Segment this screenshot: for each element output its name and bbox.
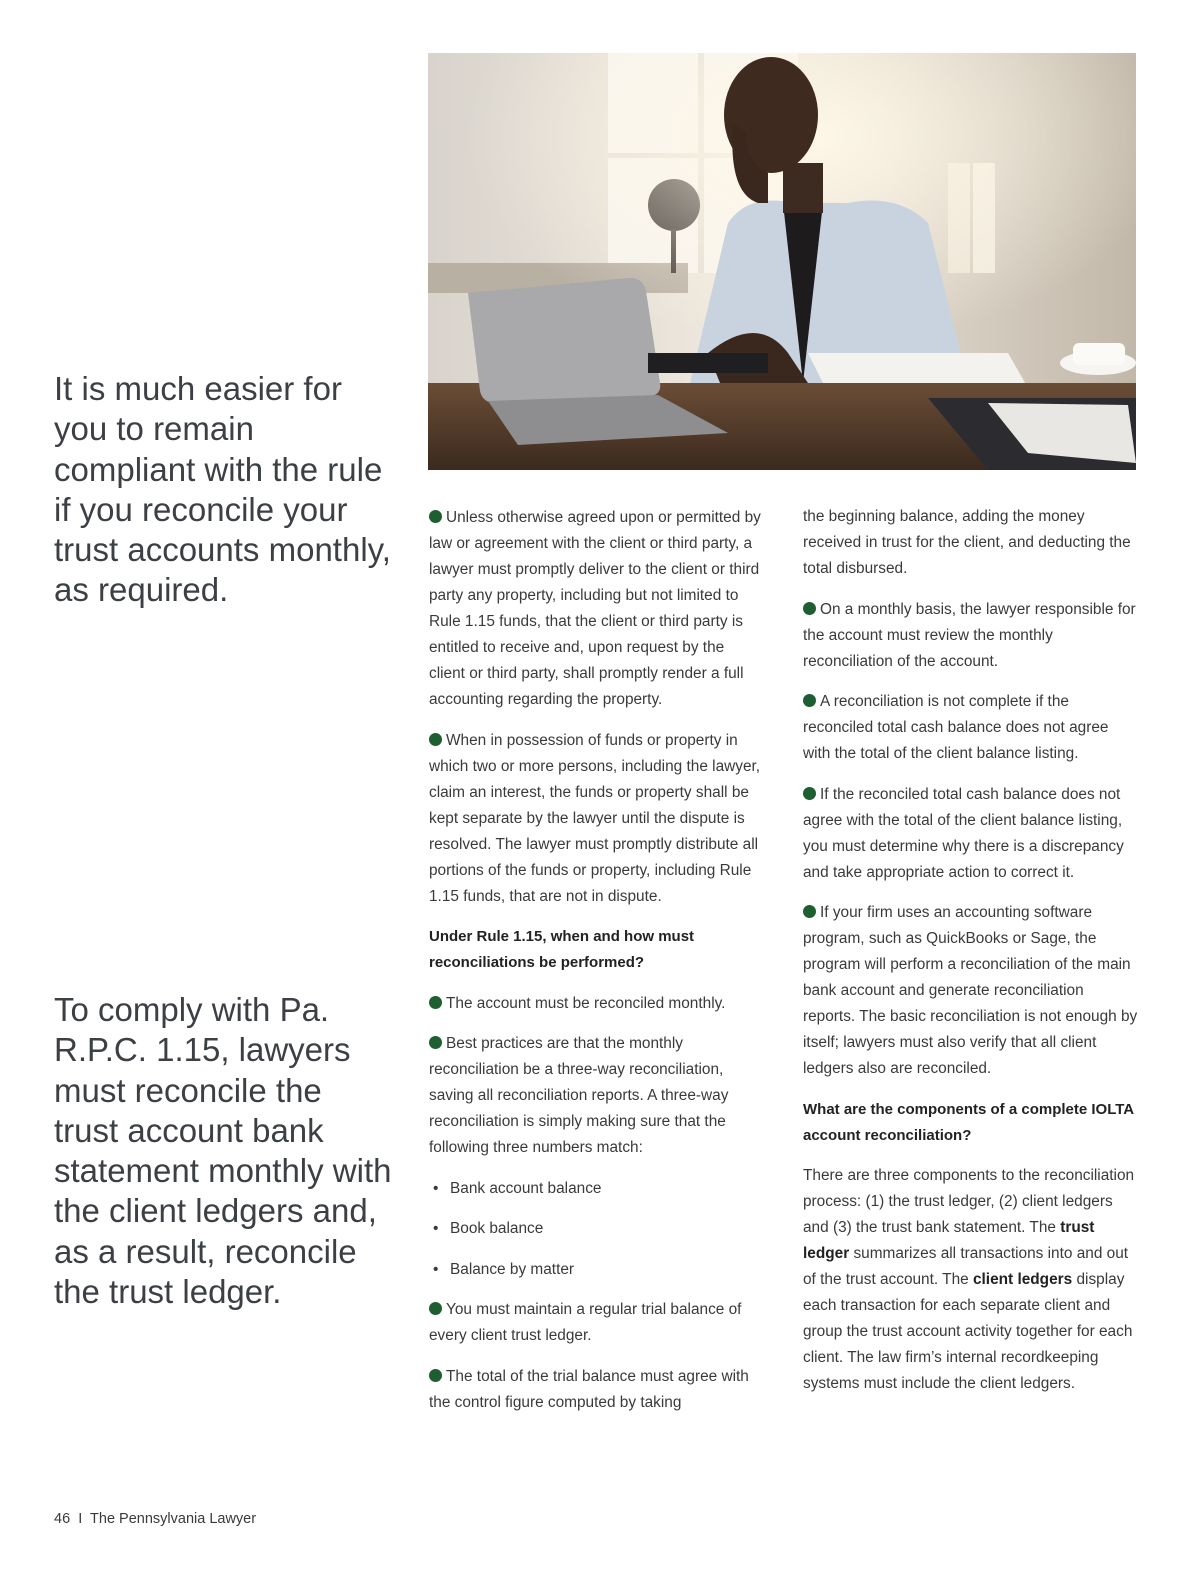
bullet-paragraph: On a monthly basis, the lawyer responsible for the account must review the monthly reconciliation of the account. [803,600,1136,670]
bullet-paragraph: The account must be reconciled monthly. [429,991,764,1017]
list-item: • Balance by matter [429,1257,764,1283]
footer-separator: I [78,1511,83,1527]
bullet-paragraph: Unless otherwise agreed upon or permitted by law or agreement with the client or third party, a lawyer must promptly deliver to the client or third party any property, including but not limited to Rule 1.15 funds, that the client or third party is entitled to receive and, upon request by the client or third party, shall promptly render a full accounting regarding the property. [429,509,761,708]
publication-name: The Pennsylvania Lawyer [90,1511,257,1527]
components-paragraph: There are three components to the reconciliation process: (1) the trust ledger, (2) client ledgers and (3) the trust bank statement. The trust ledger summarizes all transactions into and out of the trust account. The client ledgers display each transaction for each separate client and group the trust account activity together for each client. The law firm’s internal recordkeeping systems must include the client ledgers. [803,1167,1135,1392]
bullet-paragraph: If the reconciled total cash balance does not agree with the total of the client balance listing, you must determine why there is a discrepancy and take appropriate action to correct it. [803,785,1124,881]
page-footer [54,1511,256,1527]
bullet-dot-icon [429,996,442,1009]
bullet-dot-icon [429,1036,442,1049]
bullet-paragraph: When in possession of funds or property in which two or more persons, including the lawyer, claim an interest, the funds or property shall be kept separate by the lawyer until the dispute is resolved. The lawyer must promptly distribute all portions of the funds or property, including Rule 1.15 funds, that are not in dispute. [429,731,761,905]
bullet-paragraph: Best practices are that the monthly reconciliation be a three-way reconciliation, saving all reconciliation reports. A three-way reconciliation is simply making sure that the following three numbers match: [429,1035,729,1156]
term-client-ledgers: client ledgers [972,1271,1073,1288]
body-column-2 [803,504,1138,1412]
bullet-dot-icon [429,510,442,523]
bullet-paragraph: You must maintain a regular trial balance of every client trust ledger. [429,1301,742,1344]
pull-quote-2: To comply with Pa. R.P.C. 1.15, lawyers must reconcile the trust account bank statement monthly with the client ledgers and, as a result, reconcile the trust ledger. [54,991,392,1311]
pull-quote-1: It is much easier for you to remain compliant with the rule if you reconcile your trust accounts monthly, as required. [54,370,391,609]
balance-list [429,1176,764,1283]
list-item: • Bank account balance [429,1176,764,1202]
bullet-dot-icon [429,1369,442,1382]
list-item: • Book balance [429,1216,764,1242]
section-heading: Under Rule 1.15, when and how must reconciliations be performed? [429,928,695,971]
bullet-paragraph: The total of the trial balance must agree with the control figure computed by taking [429,1367,749,1411]
bullet-dot-icon [803,602,816,615]
bullet-paragraph: If your firm uses an accounting software program, such as QuickBooks or Sage, the program will perform a reconciliation of the main bank account and generate reconciliation reports. The basic reconciliation is not enough by itself; lawyers must also verify that all client ledgers also are reconciled. [803,904,1138,1077]
bullet-dot-icon [803,905,816,918]
bullet-paragraph: A reconciliation is not complete if the reconciled total cash balance does not agree with the total of the client balance listing. [803,693,1109,762]
body-column-1 [429,505,764,1430]
bullet-dot-icon [429,1302,442,1315]
bullet-dot-icon [803,694,816,707]
section-heading: What are the components of a complete IOLTA account reconciliation? [803,1100,1134,1144]
continuation-paragraph: the beginning balance, adding the money received in trust for the client, and deducting the total disbursed. [803,508,1131,577]
page-number: 46 [54,1511,71,1527]
term-trust-ledger: trust ledger [803,1219,1095,1262]
bullet-dot-icon [803,787,816,800]
lawyer-photo [428,53,1136,470]
bullet-dot-icon [429,733,442,746]
